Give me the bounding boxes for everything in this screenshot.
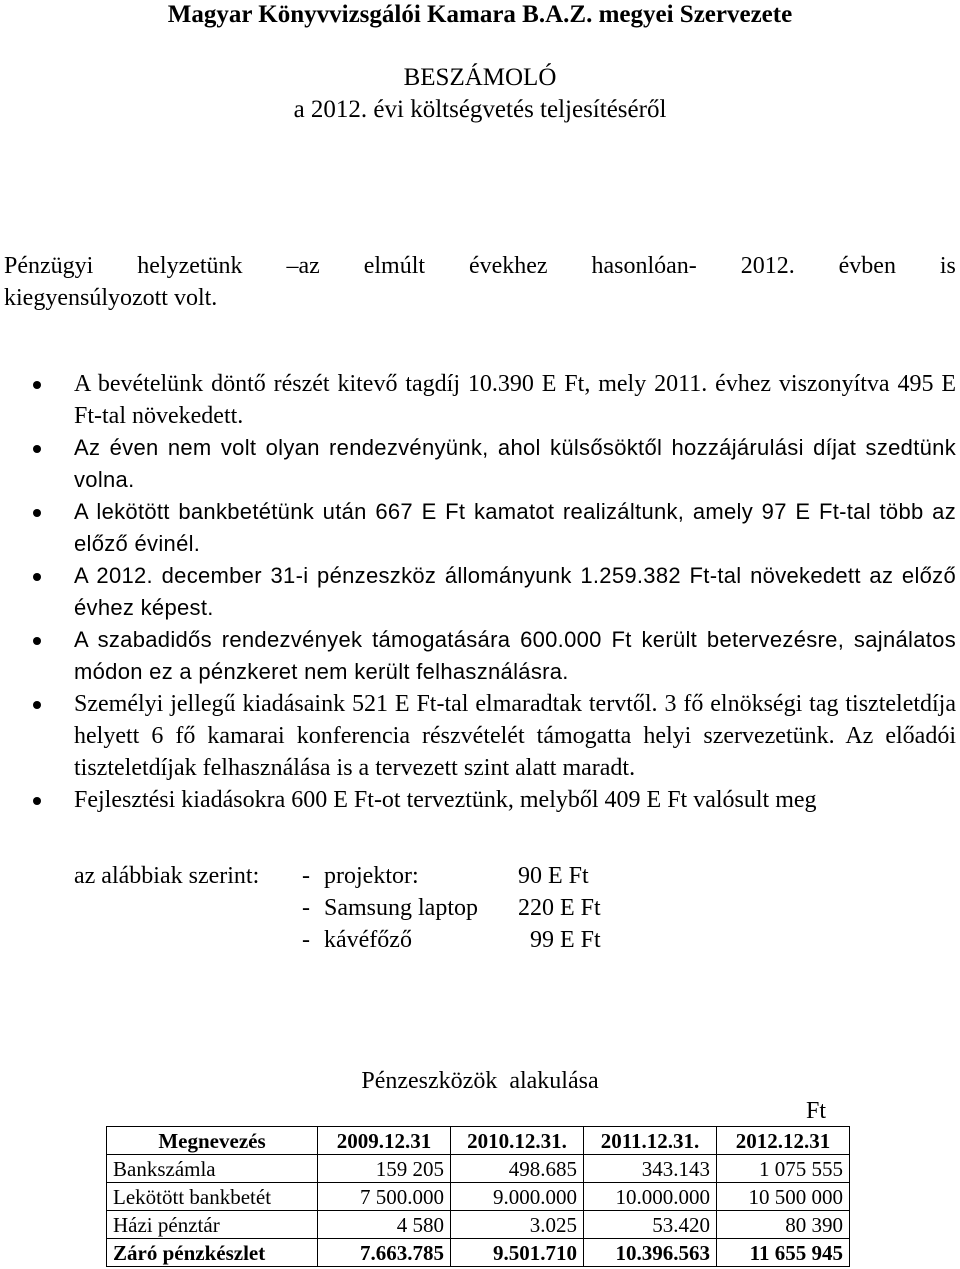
purchase-name: Samsung laptop <box>324 895 478 921</box>
intro-word: 2012. <box>740 253 795 279</box>
table-cell: 11 655 945 <box>717 1239 850 1267</box>
purchase-lead: az alábbiak szerint: <box>74 863 260 889</box>
report-title: BESZÁMOLÓ <box>403 64 557 91</box>
table-row <box>107 1211 850 1239</box>
purchase-row <box>74 860 601 892</box>
intro-word: –az <box>286 253 320 279</box>
table-cell: 10.000.000 <box>584 1183 717 1211</box>
bullet-item-events: Az éven nem volt olyan rendezvényünk, ahol külsősöktől hozzájárulási díjat szedtünk volna. <box>0 432 960 496</box>
purchase-name: projektor: <box>324 863 419 889</box>
table-cell: 9.000.000 <box>451 1183 584 1211</box>
table-cell: 53.420 <box>584 1211 717 1239</box>
intro-word: hasonlóan- <box>591 253 697 279</box>
intro-word: elmúlt <box>363 253 426 279</box>
purchase-dash: - <box>302 895 310 921</box>
table-title: Pénzeszközök alakulása <box>361 1068 599 1094</box>
intro-paragraph <box>4 250 956 314</box>
table-cell: Házi pénztár <box>107 1211 318 1239</box>
cash-table <box>106 1126 850 1267</box>
table-row <box>107 1155 850 1183</box>
bullet-item-development: Fejlesztési kiadásokra 600 E Ft-ot terveztünk, melyből 409 E Ft valósult meg <box>0 784 960 816</box>
table-cell: 3.025 <box>451 1211 584 1239</box>
column-header: 2011.12.31. <box>584 1127 717 1155</box>
purchase-amount: 220 E Ft <box>518 895 601 921</box>
table-cell: 10.396.563 <box>584 1239 717 1267</box>
table-cell: 4 580 <box>318 1211 451 1239</box>
purchase-row <box>74 924 601 956</box>
intro-line-2: kiegyensúlyozott volt. <box>4 285 218 311</box>
purchase-row <box>74 892 601 924</box>
organization-name: Magyar Könyvvizsgálói Kamara B.A.Z. megyei Szervezete <box>167 1 793 28</box>
column-header: 2009.12.31 <box>318 1127 451 1155</box>
report-subtitle: a 2012. évi költségvetés teljesítéséről <box>293 96 667 123</box>
bullet-item-interest: A lekötött bankbetétünk után 667 E Ft kamatot realizáltunk, amely 97 E Ft-tal több az előző évinél. <box>0 496 960 560</box>
purchase-amount: 99 E Ft <box>530 927 601 953</box>
table-header-row <box>107 1127 850 1155</box>
table-cell: Záró pénzkészlet <box>107 1239 318 1267</box>
table-cell: 9.501.710 <box>451 1239 584 1267</box>
purchase-name: kávéfőző <box>324 927 412 953</box>
intro-word: évekhez <box>468 253 548 279</box>
purchase-amount: 90 E Ft <box>518 863 589 889</box>
purchase-list <box>74 860 601 956</box>
table-cell: 10 500 000 <box>717 1183 850 1211</box>
bullet-list <box>0 368 960 816</box>
table-cell: 7.663.785 <box>318 1239 451 1267</box>
bullet-item-cash-balance: A 2012. december 31-i pénzeszköz állományunk 1.259.382 Ft-tal növekedett az előző évhez képest. <box>0 560 960 624</box>
intro-line-1 <box>4 250 956 282</box>
table-cell: 1 075 555 <box>717 1155 850 1183</box>
column-header: Megnevezés <box>107 1127 318 1155</box>
table-total-row <box>107 1239 850 1267</box>
intro-word: Pénzügyi <box>4 253 94 279</box>
table-row <box>107 1183 850 1211</box>
column-header: 2012.12.31 <box>717 1127 850 1155</box>
intro-word: is <box>939 253 956 279</box>
table-cell: 80 390 <box>717 1211 850 1239</box>
table-cell: Bankszámla <box>107 1155 318 1183</box>
intro-word: helyzetünk <box>137 253 243 279</box>
bullet-item-leisure-events: A szabadidős rendezvények támogatására 600.000 Ft került betervezésre, sajnálatos módon ez a pénzkeret nem került felhasználásra. <box>0 624 960 688</box>
table-cell: Lekötött bankbetét <box>107 1183 318 1211</box>
column-header: 2010.12.31. <box>451 1127 584 1155</box>
table-cell: 159 205 <box>318 1155 451 1183</box>
table-cell: 7 500.000 <box>318 1183 451 1211</box>
purchase-dash: - <box>302 863 310 889</box>
bullet-item-personnel-costs: Személyi jellegű kiadásaink 521 E Ft-tal elmaradtak tervtől. 3 fő elnökségi tag tiszteletdíja helyett 6 fő kamarai konferencia részvételét támogatta helyi szervezetünk. Az előadói tiszteletdíjak felhasználása is a tervezett szint alatt maradt. <box>0 688 960 784</box>
intro-word: évben <box>838 253 896 279</box>
table-cell: 343.143 <box>584 1155 717 1183</box>
table-cell: 498.685 <box>451 1155 584 1183</box>
bullet-item-membership-fee: A bevételünk döntő részét kitevő tagdíj 10.390 E Ft, mely 2011. évhez viszonyítva 495 E Ft-tal növekedett. <box>0 368 960 432</box>
purchase-dash: - <box>302 927 310 953</box>
table-unit: Ft <box>806 1098 827 1124</box>
